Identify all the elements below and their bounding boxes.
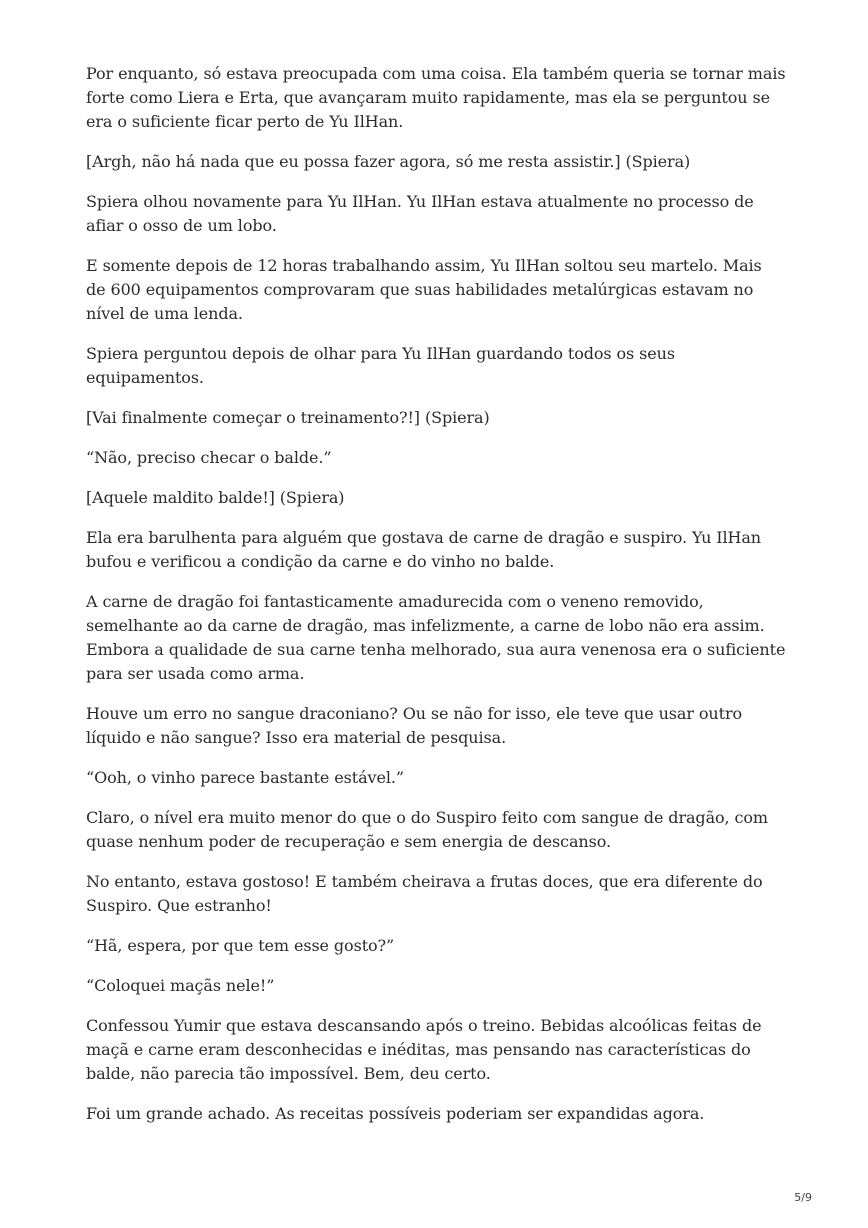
paragraph: A carne de dragão foi fantasticamente amadurecida com o veneno removido, semelhante ao da carne de dragão, mas infelizmente, a carne de lobo não era assim. Embora a qualidade de sua carne tenha melhorado, sua aura venenosa era o suficiente para ser usada como arma. xyxy=(86,592,786,683)
paragraph: E somente depois de 12 horas trabalhando assim, Yu IlHan soltou seu martelo. Mais de 600 equipamentos comprovaram que suas habilidades metalúrgicas estavam no nível de uma lenda. xyxy=(86,256,762,323)
paragraph: Claro, o nível era muito menor do que o do Suspiro feito com sangue de dragão, com quase nenhum poder de recuperação e sem energia de descanso. xyxy=(86,808,768,851)
paragraph: “Coloquei maçãs nele!” xyxy=(86,976,275,995)
paragraph: Houve um erro no sangue draconiano? Ou se não for isso, ele teve que usar outro líquido e não sangue? Isso era material de pesquisa. xyxy=(86,704,743,747)
paragraph: “Ooh, o vinho parece bastante estável.” xyxy=(86,768,404,787)
page-number: 5/9 xyxy=(794,1191,812,1204)
paragraph: No entanto, estava gostoso! E também cheirava a frutas doces, que era diferente do Suspiro. Que estranho! xyxy=(86,872,763,915)
paragraph: “Não, preciso checar o balde.” xyxy=(86,448,332,467)
paragraph: [Aquele maldito balde!] (Spiera) xyxy=(86,488,345,507)
paragraph: Foi um grande achado. As receitas possíveis poderiam ser expandidas agora. xyxy=(86,1104,705,1123)
paragraph: “Hã, espera, por que tem esse gosto?” xyxy=(86,936,395,955)
paragraph: Confessou Yumir que estava descansando após o treino. Bebidas alcoólicas feitas de maçã e carne eram desconhecidas e inéditas, mas pensando nas características do balde, não parecia tão impossível. Bem, deu certo. xyxy=(86,1016,762,1083)
document-body xyxy=(86,62,786,1142)
paragraph: Spiera olhou novamente para Yu IlHan. Yu IlHan estava atualmente no processo de afiar o osso de um lobo. xyxy=(86,192,754,235)
paragraph: [Vai finalmente começar o treinamento?!] (Spiera) xyxy=(86,408,490,427)
paragraph: Ela era barulhenta para alguém que gostava de carne de dragão e suspiro. Yu IlHan bufou e verificou a condição da carne e do vinho no balde. xyxy=(86,528,761,571)
paragraph: [Argh, não há nada que eu possa fazer agora, só me resta assistir.] (Spiera) xyxy=(86,152,691,171)
paragraph: Por enquanto, só estava preocupada com uma coisa. Ela também queria se tornar mais forte como Liera e Erta, que avançaram muito rapidamente, mas ela se perguntou se era o suficiente ficar perto de Yu IlHan. xyxy=(86,64,786,131)
paragraph: Spiera perguntou depois de olhar para Yu IlHan guardando todos os seus equipamentos. xyxy=(86,344,675,387)
